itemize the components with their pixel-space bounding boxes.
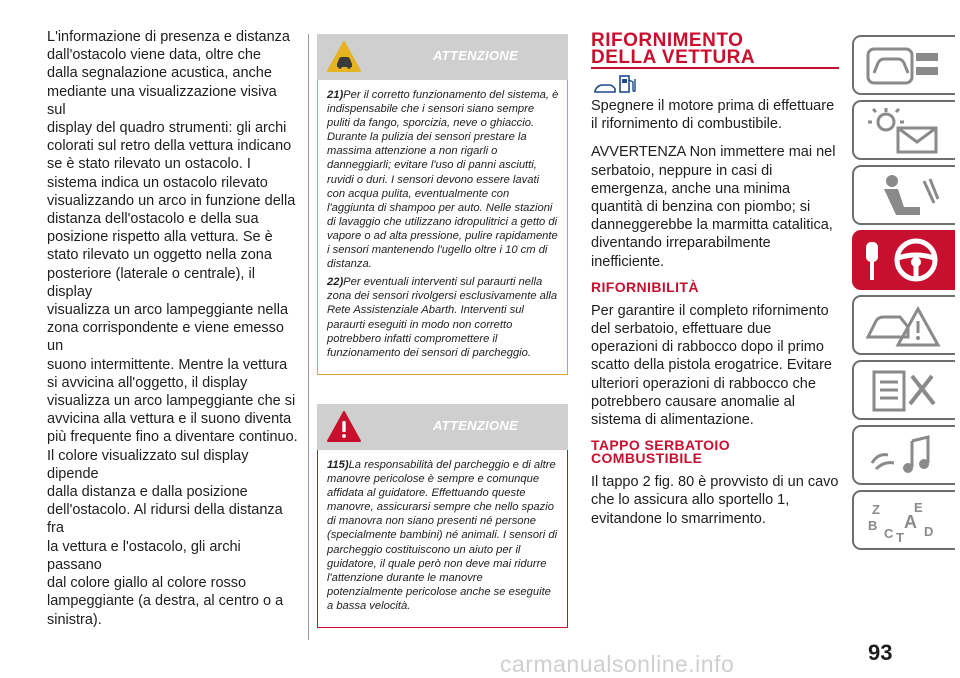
warning-header [317,34,568,80]
paragraph-line: mediante una visualizzazione visiva sul [47,83,277,118]
paragraph-line: dell'ostacolo. Al ridursi della distanza fra [47,502,283,537]
paragraph-line: lampeggiante (a destra, al centro o a [47,593,284,610]
paragraph-line: la vettura e l'ostacolo, gli archi passano [47,538,241,573]
paragraph-line: colorati sul retro della vettura indicano [47,138,292,155]
right-column [591,32,839,538]
note-115: 115)La responsabilità del parcheggio e di altre manovre pericolose è sempre e comunque affidata al guidatore. Effettuando queste manovre, assicurarsi sempre che nello spazio di manovra non siano presenti né persone (specialmente bambini) né animali. I sensori di parcheggio costituiscono un aiuto per il guidatore, il quale però non deve mai ridurre l'attenzione durante le manovre potenzialmente pericolose anche se eseguite a bassa velocità. [327,459,558,612]
subtitle-rifornibilita: RIFORNIBILITÀ [591,278,699,295]
chapter-tabs [852,35,960,555]
note-21: 21)Per il corretto funzionamento del sistema, è indispensabile che i sensori siano sempre puliti da fango, sporcizia, neve o ghiaccio. Durante la pulizia dei sensori prestare la massima attenzione a non rigarli o danneggiarli; evitare l'uso di panni asciutti, ruvidi o duri. I sensori devono essere lavati con acqua pulita, eventualmente con l'aggiunta di shampoo per auto. Nelle stazioni di lavaggio che utilizzano idropulitrici a getto di vapore o ad alta pressione, pulire rapidamente i sensori mantenendo l'ugello oltre i 10 cm di distanza. [327,89,559,271]
paragraph-line: avvicina alla vettura e il suono diventa [47,411,292,428]
paragraph-line: più frequente fino a diventare continuo. [47,429,298,446]
paragraph-line: visualizza un arco lampeggiante che si [47,393,296,410]
paragraph-line: dalla distanza e dalla posizione [47,484,248,501]
paragraph-line: sinistra). [47,611,102,628]
paragraph-line: visualizzando un arco in funzione della [47,192,296,209]
paragraph-line: visualizza un arco lampeggiante nella [47,302,289,319]
exclamation-warning-icon [326,409,362,445]
paragraph-line: suono intermittente. Mentre la vettura [47,356,288,373]
warning-body [317,80,568,375]
lights-mail-icon [864,108,944,154]
note-22: 22)Per eventuali interventi sul paraurti nella zona dei sensori rivolgersi esclusivamente alla Rete Assistenziale Abarth. Interventi sul paraurti eseguiti in modo non corretto potrebbero infatti compromettere il funzionamento dei sensori di parcheggio. [327,276,558,359]
car-warning-icon [326,39,362,75]
breakdown-triangle-icon [864,303,944,349]
tab-starting-driving[interactable] [852,230,955,290]
tappo-text: Il tappo 2 fig. 80 è provvisto di un cavo che lo assicura allo sportello 1, evitandone lo smarrimento. [591,474,839,527]
index-letter: B [868,518,878,533]
rifornibilita-text: Per garantire il completo rifornimento del serbatoio, effettuare due operazioni di rabbocco dopo il primo scatto della pistola erogatrice. Evitare ulteriori operazioni di rabbocco che potrebbero causare anomalie al sistema di alimentazione. [591,302,832,429]
paragraph-line: dal colore giallo al colore rosso [47,575,247,592]
tab-multimedia[interactable] [852,425,955,485]
paragraph-line: display del quadro strumenti: gli archi [47,120,287,137]
paragraph-line: dall'ostacolo viene data, oltre che [47,47,261,64]
paragraph-line: L'informazione di presenza e distanza [47,29,290,45]
paragraph-line: Il colore visualizzato sul display dipende [47,447,249,482]
paragraph-line: si avvicina all'oggetto, il display [47,374,248,391]
tab-safety[interactable] [852,165,955,225]
left-column [47,28,299,629]
index-letter: C [884,526,894,541]
index-letter: T [896,530,904,544]
tab-index[interactable] [852,490,955,550]
fuel-pump-icon [593,73,639,95]
paragraph-line: se è stato rilevato un ostacolo. I [47,156,251,173]
tab-dashboard[interactable] [852,35,955,95]
warning-box-sensors [317,34,568,375]
wheel-key-icon [864,238,944,284]
paragraph-line: zona corrispondente e viene emesso un [47,320,284,355]
warning-title: ATTENZIONE [432,418,519,433]
warning-box-responsibility [317,404,568,628]
section-title: RIFORNIMENTO DELLA VETTURA [591,30,756,68]
paragraph-line: dalla segnalazione acustica, anche [47,65,272,82]
tab-maintenance[interactable] [852,360,955,420]
paragraph-line: posteriore (laterale o centrale), il display [47,265,255,300]
index-letter: D [924,524,934,539]
intro-text: Spegnere il motore prima di effettuare il rifornimento di combustibile. [591,98,835,133]
index-letter: E [914,500,923,515]
seat-airbag-icon [864,173,944,219]
watermark: carmanualsonline.info [500,651,735,677]
multimedia-music-icon [864,433,944,479]
column-divider [308,34,309,640]
paragraph-line: posizione rispetto alla vettura. Se è [47,229,273,246]
page-number: 93 [868,640,893,665]
paragraph-line: stato rilevato un oggetto nella zona [47,247,272,264]
paragraph-line: distanza dell'ostacolo e della sua [47,211,259,228]
maintenance-checklist-icon [864,368,944,414]
warning-body [317,450,568,628]
unleaded-warning-text: AVVERTENZA Non immettere mai nel serbatoio, neppure in casi di emergenza, anche una minima quantità di benzina con piombo; si danneggerebbe la marmitta catalitica, diventando irreparabilmente inefficiente. [591,144,836,270]
index-letter: A [904,512,917,532]
alphabetical-index-icon [864,498,944,544]
warning-header [317,404,568,450]
tab-emergency[interactable] [852,295,955,355]
subtitle-tappo: TAPPO SERBATOIO COMBUSTIBILE [591,437,731,467]
index-letter: Z [872,502,880,517]
tab-lights[interactable] [852,100,955,160]
paragraph-line: sistema indica un ostacolo rilevato [47,174,268,191]
dashboard-car-icon [864,43,944,89]
parking-sensor-display-paragraph [47,28,299,629]
warning-title: ATTENZIONE [432,48,519,63]
